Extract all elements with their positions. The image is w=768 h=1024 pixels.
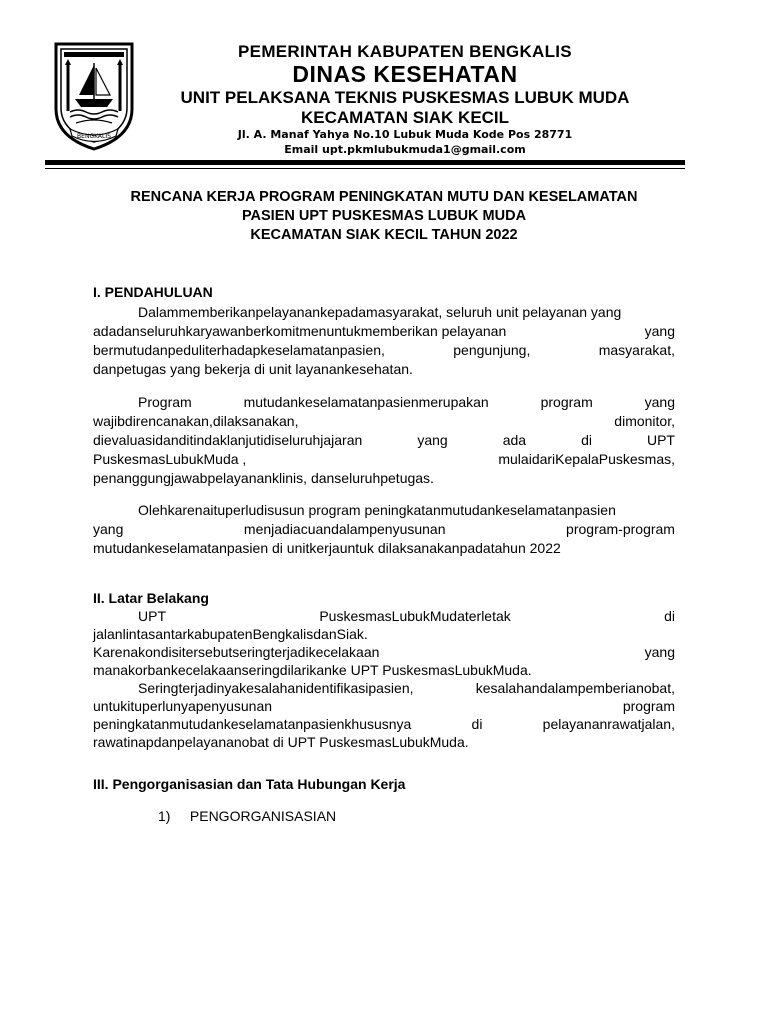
line-segment: peningkatanmutudankeselamatanpasienkhususnya xyxy=(93,716,412,732)
paragraph xyxy=(93,501,675,558)
line-segment: UPT xyxy=(138,608,166,624)
svg-text:BENGKALIS: BENGKALIS xyxy=(77,133,111,140)
line-segment: untukituperlunyapenyusunan xyxy=(93,698,273,714)
letterhead-government: PEMERINTAH KABUPATEN BENGKALIS xyxy=(238,42,572,61)
line-segment: Seringterjadinyakesalahanidentifikasipasien, xyxy=(138,680,414,696)
line-segment: danpetugas yang bekerja di unit layanankesehatan. xyxy=(93,361,413,377)
line-segment: manakorbankecelakaanseringdilarikanke UPT PuskesmasLubukMuda. xyxy=(93,662,532,678)
line-segment: program xyxy=(540,394,593,410)
section-heading-pendahuluan: I. PENDAHULUAN xyxy=(93,284,213,300)
letterhead-district: KECAMATAN SIAK KECIL xyxy=(300,108,510,127)
line-segment: yang xyxy=(644,323,675,339)
line-segment: di xyxy=(471,716,483,732)
section-heading-pengorganisasian: III. Pengorganisasian dan Tata Hubungan Kerja xyxy=(93,776,406,792)
line-segment: yang xyxy=(93,521,124,537)
line-segment: yang xyxy=(644,394,675,410)
paragraph-line xyxy=(93,679,675,697)
paragraph-line xyxy=(93,469,675,488)
letterhead-address: Jl. A. Manaf Yahya No.10 Lubuk Muda Kode Pos 28771 xyxy=(237,128,573,141)
paragraph-line xyxy=(93,607,675,625)
line-segment: Dalammemberikanpelayanankepadamasyarakat, seluruh unit pelayanan yang xyxy=(138,304,622,320)
line-segment: Karenakondisitersebutseringterjadikecelakaan xyxy=(93,644,380,660)
paragraph xyxy=(93,303,675,379)
line-segment: bermutudanpeduliterhadapkeselamatanpasien, xyxy=(93,342,385,358)
line-segment: mulaidariKepalaPuskesmas, xyxy=(498,451,675,467)
paragraph-line xyxy=(93,625,675,643)
line-segment: rawatinapdanpelayananobat di UPT PuskesmasLubukMuda. xyxy=(93,734,469,750)
paragraph-line xyxy=(93,501,675,520)
line-segment: ada xyxy=(502,432,527,448)
document-title-line: KECAMATAN SIAK KECIL TAHUN 2022 xyxy=(250,227,518,243)
document-title xyxy=(60,188,708,245)
line-segment: mutudankeselamatanpasienmerupakan xyxy=(243,394,489,410)
line-segment: di xyxy=(664,608,675,624)
line-segment: Program xyxy=(138,394,192,410)
paragraph-line xyxy=(93,450,675,469)
document-title-line: PASIEN UPT PUSKESMAS LUBUK MUDA xyxy=(241,208,527,224)
line-segment: kesalahandalampemberianobat, xyxy=(475,680,675,696)
document-title-line: RENCANA KERJA PROGRAM PENINGKATAN MUTU DAN KESELAMATAN xyxy=(130,189,638,205)
list-item-label: PENGORGANISASIAN xyxy=(189,808,337,824)
line-segment: PuskesmasLubukMudaterletak xyxy=(319,608,511,624)
paragraph-line xyxy=(93,539,675,558)
line-segment: yang xyxy=(417,432,448,448)
paragraph xyxy=(93,393,675,488)
line-segment: yang xyxy=(644,644,675,660)
line-segment: pelayananrawatjalan, xyxy=(542,716,675,732)
paragraph-line xyxy=(93,322,675,341)
paragraph xyxy=(93,607,675,751)
section-heading-latar-belakang: II. Latar Belakang xyxy=(93,590,209,606)
bengkalis-crest-logo xyxy=(52,41,136,152)
letterhead-divider-thin xyxy=(45,168,685,169)
paragraph-line xyxy=(93,697,675,715)
letterhead-agency: DINAS KESEHATAN xyxy=(292,61,518,87)
paragraph-line xyxy=(93,715,675,733)
paragraph-line xyxy=(93,341,675,360)
line-segment: UPT xyxy=(646,432,675,448)
paragraph-line xyxy=(93,733,675,751)
paragraph-line xyxy=(93,661,675,679)
letterhead-email: Email upt.pkmlubukmuda1@gmail.com xyxy=(284,143,526,156)
letterhead-unit: UNIT PELAKSANA TEKNIS PUSKESMAS LUBUK MUDA xyxy=(180,88,630,107)
line-segment: masyarakat, xyxy=(598,342,675,358)
line-segment: menjadiacuandalampenyusunan xyxy=(243,521,446,537)
line-segment: PuskesmasLubukMuda , xyxy=(93,451,247,467)
list-item-number: 1) xyxy=(158,808,171,824)
line-segment: penanggungjawabpelayananklinis, danseluruhpetugas. xyxy=(93,470,434,486)
paragraph-line xyxy=(93,643,675,661)
line-segment: dievaluasidanditindaklanjutidiseluruhjajaran xyxy=(93,432,363,448)
paragraph-line xyxy=(93,360,675,379)
line-segment: Olehkarenaituperludisusun program peningkatanmutudankeselamatanpasien xyxy=(138,502,616,518)
letterhead-divider-thick xyxy=(45,160,685,165)
line-segment: dimonitor, xyxy=(614,413,675,429)
line-segment: di xyxy=(581,432,592,448)
paragraph-line xyxy=(93,393,675,412)
line-segment: program xyxy=(622,698,675,714)
line-segment: jalanlintasantarkabupatenBengkalisdanSiak. xyxy=(93,626,368,642)
paragraph-line xyxy=(93,412,675,431)
paragraph-line xyxy=(93,431,675,450)
line-segment: mutudankeselamatanpasien di unitkerjauntuk dilaksanakanpadatahun 2022 xyxy=(93,540,561,556)
line-segment: pengunjung, xyxy=(453,342,531,358)
line-segment: adadanseluruhkaryawanberkomitmenuntukmemberikan pelayanan xyxy=(93,323,507,339)
line-segment: program-program xyxy=(566,521,675,537)
list-item xyxy=(158,808,336,824)
paragraph-line xyxy=(93,303,675,322)
paragraph-line xyxy=(93,520,675,539)
line-segment: wajibdirencanakan,dilaksanakan, xyxy=(93,413,299,429)
